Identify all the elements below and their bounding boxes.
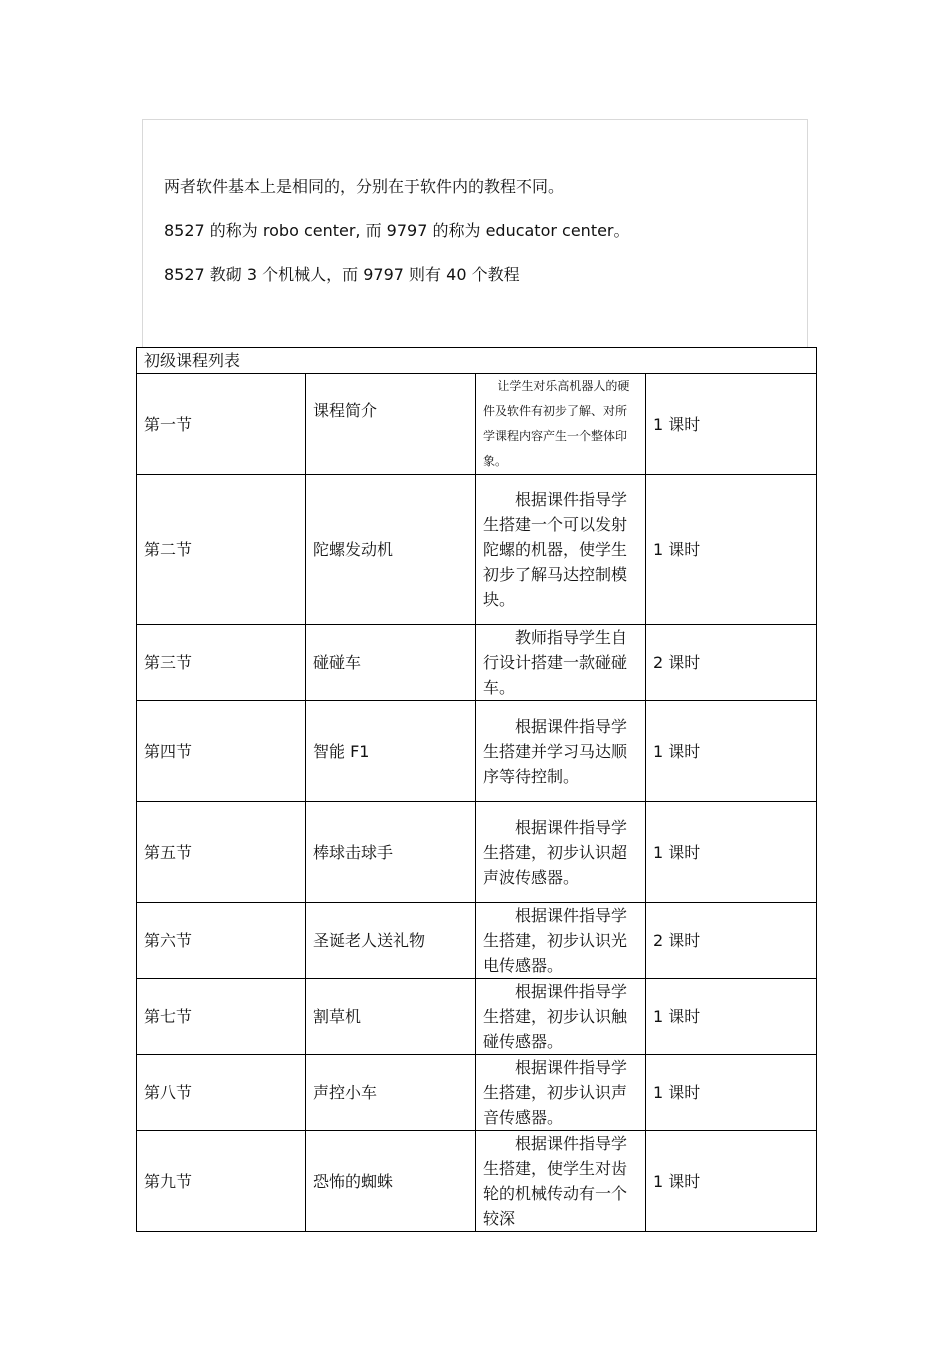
hours-cell: 2 课时 (646, 903, 817, 979)
section-cell: 第八节 (137, 1055, 306, 1131)
intro-line-1: 两者软件基本上是相同的，分别在于软件内的教程不同。 (164, 177, 565, 196)
title-cell: 棒球击球手 (306, 802, 476, 903)
table-row (137, 374, 817, 475)
table-row (137, 701, 817, 802)
course-table (136, 347, 817, 1232)
desc-text: 根据课件指导学生搭建，初步认识超声波传感器。 (483, 817, 628, 887)
desc-text: 让学生对乐高机器人的硬件及软件有初步了解、对所学课程内容产生一个整体印象。 (483, 379, 630, 468)
desc-cell (476, 903, 646, 979)
desc-text: 根据课件指导学生搭建，初步认识声音传感器。 (483, 1058, 628, 1127)
hours-cell: 1 课时 (646, 1131, 817, 1232)
table-row (137, 903, 817, 979)
desc-text: 根据课件指导学生搭建一个可以发射陀螺的机器，使学生初步了解马达控制模块。 (483, 490, 628, 609)
desc-text: 教师指导学生自行设计搭建一款碰碰车。 (483, 628, 628, 697)
table-row (137, 475, 817, 625)
desc-cell (476, 701, 646, 802)
section-cell: 第九节 (137, 1131, 306, 1232)
intro-line-3: 8527 教砌 3 个机械人，而 9797 则有 40 个教程 (164, 265, 520, 284)
title-cell: 声控小车 (306, 1055, 476, 1131)
intro-line-2: 8527 的称为 robo center, 而 9797 的称为 educator center。 (164, 221, 630, 240)
hours-cell: 1 课时 (646, 802, 817, 903)
desc-cell (476, 802, 646, 903)
table-row (137, 802, 817, 903)
desc-text: 根据课件指导学生搭建，初步认识光电传感器。 (483, 906, 628, 975)
section-cell: 第三节 (137, 625, 306, 701)
title-cell: 陀螺发动机 (306, 475, 476, 625)
section-cell: 第四节 (137, 701, 306, 802)
section-cell: 第二节 (137, 475, 306, 625)
table-caption-row (137, 348, 817, 374)
table-caption: 初级课程列表 (137, 348, 817, 374)
title-cell: 割草机 (306, 979, 476, 1055)
title-cell: 圣诞老人送礼物 (306, 903, 476, 979)
table-row (137, 979, 817, 1055)
desc-text: 根据课件指导学生搭建，使学生对齿轮的机械传动有一个较深 (483, 1134, 628, 1228)
desc-text: 根据课件指导学生搭建，初步认识触碰传感器。 (483, 982, 628, 1051)
desc-text: 根据课件指导学生搭建并学习马达顺序等待控制。 (483, 716, 628, 786)
hours-cell: 1 课时 (646, 701, 817, 802)
desc-cell (476, 625, 646, 701)
desc-cell (476, 1131, 646, 1232)
hours-cell: 1 课时 (646, 475, 817, 625)
hours-cell: 1 课时 (646, 1055, 817, 1131)
section-cell: 第七节 (137, 979, 306, 1055)
title-cell: 恐怖的蜘蛛 (306, 1131, 476, 1232)
desc-cell (476, 374, 646, 475)
section-cell: 第一节 (137, 374, 306, 475)
section-cell: 第五节 (137, 802, 306, 903)
hours-cell: 1 课时 (646, 979, 817, 1055)
desc-cell (476, 475, 646, 625)
hours-cell: 1 课时 (646, 374, 817, 475)
table-row (137, 1131, 817, 1232)
table-row (137, 1055, 817, 1131)
hours-cell: 2 课时 (646, 625, 817, 701)
title-cell: 智能 F1 (306, 701, 476, 802)
desc-cell (476, 1055, 646, 1131)
title-cell: 课程简介 (306, 374, 476, 475)
table-row (137, 625, 817, 701)
section-cell: 第六节 (137, 903, 306, 979)
title-cell: 碰碰车 (306, 625, 476, 701)
desc-cell (476, 979, 646, 1055)
